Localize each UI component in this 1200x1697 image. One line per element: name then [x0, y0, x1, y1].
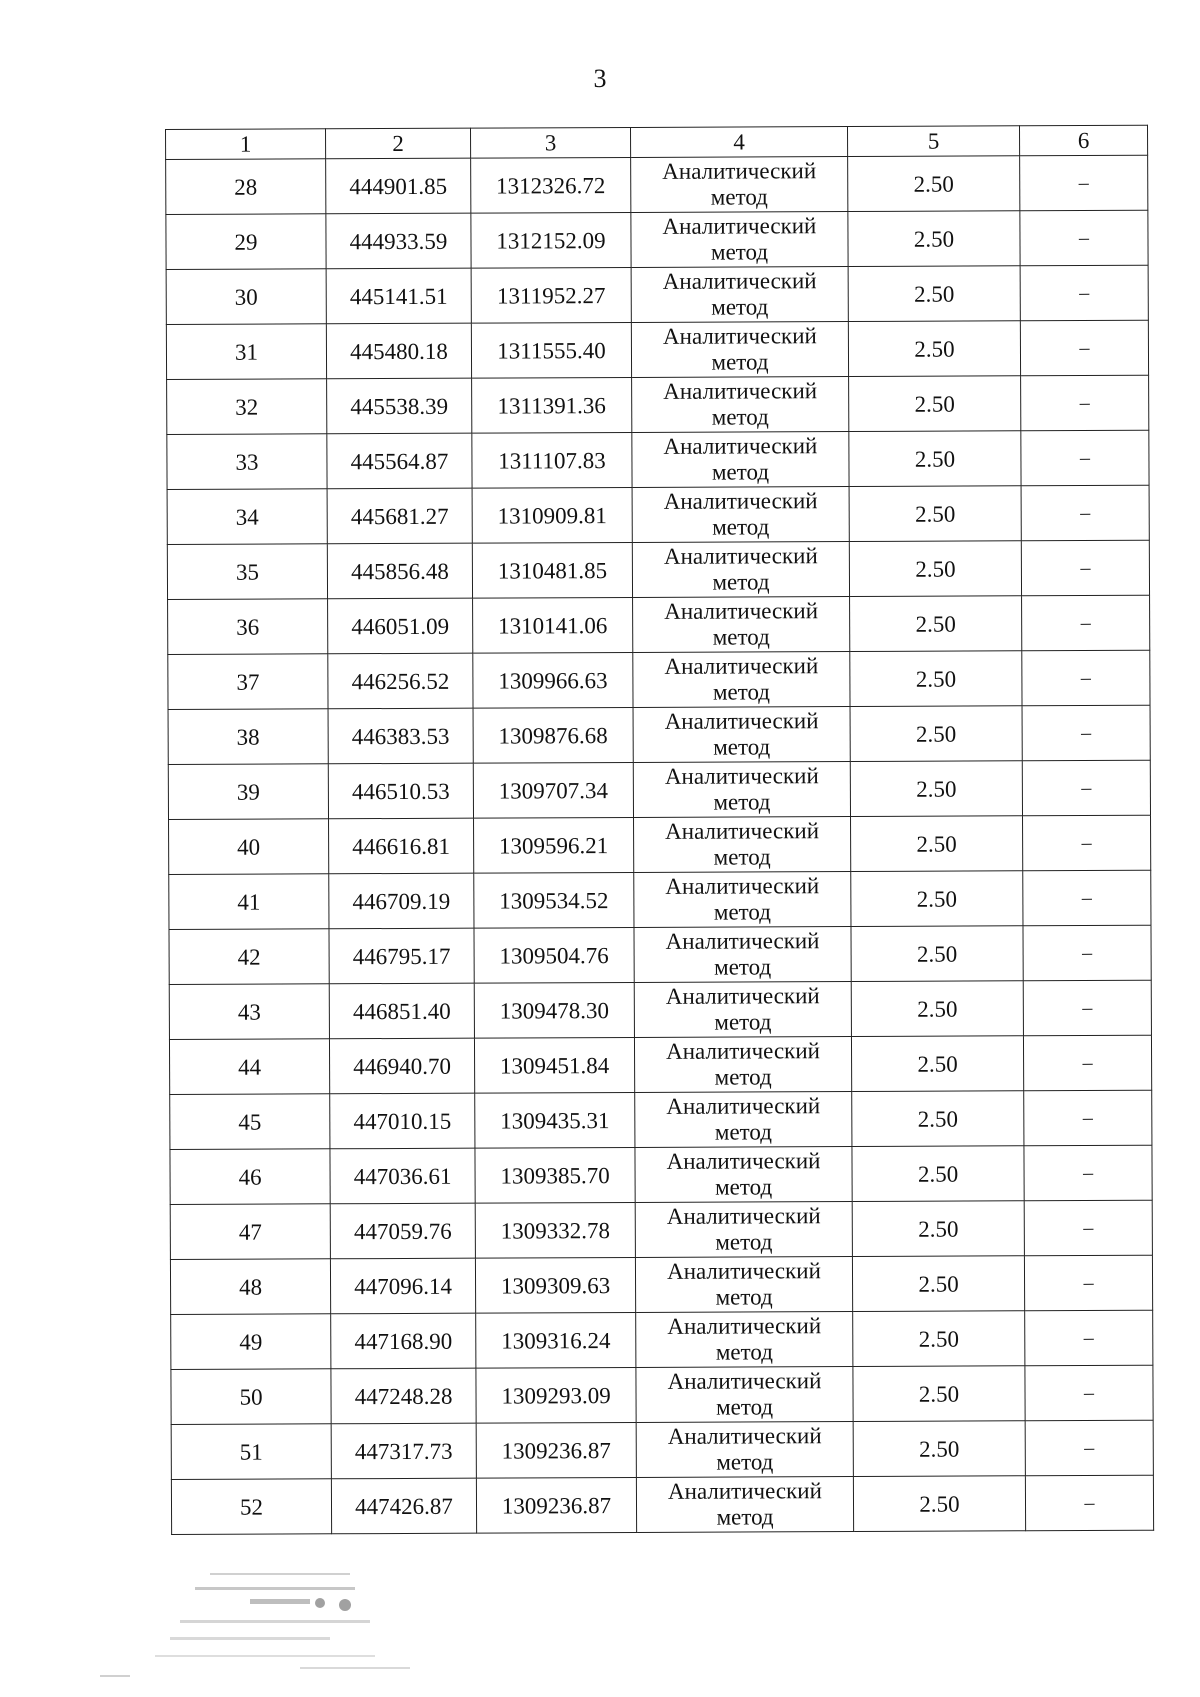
x-coordinate-cell: 447248.28 [331, 1368, 476, 1424]
note-cell: – [1020, 155, 1148, 211]
x-coordinate-cell: 447036.61 [330, 1148, 475, 1204]
x-coordinate-cell: 444901.85 [326, 158, 471, 214]
y-coordinate-cell: 1312152.09 [471, 212, 631, 268]
table-row [171, 1365, 1153, 1424]
row-number-cell: 40 [169, 819, 329, 875]
row-number-cell: 41 [169, 874, 329, 930]
note-cell: – [1022, 760, 1150, 816]
method-cell: Аналитический метод [634, 872, 851, 928]
y-coordinate-cell: 1309707.34 [473, 762, 633, 818]
x-coordinate-cell: 445856.48 [327, 543, 472, 599]
column-header: 1 [166, 129, 326, 160]
stamp-impression [100, 1565, 440, 1685]
note-cell: – [1020, 265, 1148, 321]
note-cell: – [1025, 1475, 1153, 1531]
note-cell: – [1021, 430, 1149, 486]
y-coordinate-cell: 1309293.09 [476, 1367, 636, 1423]
accuracy-cell: 2.50 [850, 761, 1022, 817]
table-row [167, 430, 1149, 489]
x-coordinate-cell: 446795.17 [329, 928, 474, 984]
column-header: 3 [470, 127, 630, 158]
row-number-cell: 51 [171, 1424, 331, 1480]
note-cell: – [1022, 595, 1150, 651]
accuracy-cell: 2.50 [853, 1476, 1025, 1532]
accuracy-cell: 2.50 [852, 1091, 1024, 1147]
y-coordinate-cell: 1311391.36 [472, 377, 632, 433]
x-coordinate-cell: 447168.90 [331, 1313, 476, 1369]
x-coordinate-cell: 445681.27 [327, 488, 472, 544]
x-coordinate-cell: 446510.53 [328, 763, 473, 819]
table-row [168, 650, 1150, 709]
x-coordinate-cell: 444933.59 [326, 213, 471, 269]
accuracy-cell: 2.50 [850, 596, 1022, 652]
y-coordinate-cell: 1309478.30 [474, 982, 634, 1038]
x-coordinate-cell: 445141.51 [326, 268, 471, 324]
y-coordinate-cell: 1309966.63 [473, 652, 633, 708]
accuracy-cell: 2.50 [848, 266, 1020, 322]
method-cell: Аналитический метод [636, 1477, 853, 1533]
column-header: 4 [630, 127, 847, 158]
method-cell: Аналитический метод [632, 542, 849, 598]
accuracy-cell: 2.50 [852, 1201, 1024, 1257]
accuracy-cell: 2.50 [848, 156, 1020, 212]
table-row [171, 1310, 1153, 1369]
method-cell: Аналитический метод [635, 1147, 852, 1203]
note-cell: – [1024, 1255, 1152, 1311]
method-cell: Аналитический метод [632, 432, 849, 488]
accuracy-cell: 2.50 [848, 211, 1020, 267]
x-coordinate-cell: 447010.15 [330, 1093, 475, 1149]
accuracy-cell: 2.50 [849, 541, 1021, 597]
table-row [169, 815, 1151, 874]
row-number-cell: 45 [170, 1094, 330, 1150]
table-row [170, 1200, 1152, 1259]
y-coordinate-cell: 1309332.78 [475, 1202, 635, 1258]
method-cell: Аналитический метод [631, 212, 848, 268]
column-header: 2 [326, 128, 471, 159]
x-coordinate-cell: 446616.81 [329, 818, 474, 874]
note-cell: – [1021, 485, 1149, 541]
note-cell: – [1025, 1420, 1153, 1476]
row-number-cell: 34 [167, 489, 327, 545]
x-coordinate-cell: 446851.40 [329, 983, 474, 1039]
page-number: 3 [593, 64, 607, 93]
y-coordinate-cell: 1309534.52 [474, 872, 634, 928]
accuracy-cell: 2.50 [851, 1036, 1023, 1092]
method-cell: Аналитический метод [633, 597, 850, 653]
accuracy-cell: 2.50 [853, 1311, 1025, 1367]
x-coordinate-cell: 446256.52 [328, 653, 473, 709]
y-coordinate-cell: 1311107.83 [472, 432, 632, 488]
row-number-cell: 38 [168, 709, 328, 765]
x-coordinate-cell: 445538.39 [327, 378, 472, 434]
column-header: 5 [847, 126, 1019, 157]
column-header: 6 [1019, 125, 1147, 156]
accuracy-cell: 2.50 [849, 376, 1021, 432]
note-cell: – [1023, 925, 1151, 981]
x-coordinate-cell: 446383.53 [328, 708, 473, 764]
x-coordinate-cell: 447317.73 [331, 1423, 476, 1479]
table-row [167, 485, 1149, 544]
accuracy-cell: 2.50 [851, 981, 1023, 1037]
row-number-cell: 43 [169, 984, 329, 1040]
row-number-cell: 37 [168, 654, 328, 710]
note-cell: – [1024, 1200, 1152, 1256]
method-cell: Аналитический метод [634, 982, 851, 1038]
note-cell: – [1022, 650, 1150, 706]
y-coordinate-cell: 1311952.27 [471, 267, 631, 323]
accuracy-cell: 2.50 [850, 651, 1022, 707]
row-number-cell: 31 [166, 324, 326, 380]
method-cell: Аналитический метод [633, 762, 850, 818]
table-row [169, 925, 1151, 984]
table-row [170, 1090, 1152, 1149]
note-cell: – [1023, 870, 1151, 926]
y-coordinate-cell: 1310141.06 [473, 597, 633, 653]
accuracy-cell: 2.50 [853, 1366, 1025, 1422]
accuracy-cell: 2.50 [852, 1256, 1024, 1312]
y-coordinate-cell: 1309504.76 [474, 927, 634, 983]
row-number-cell: 48 [170, 1259, 330, 1315]
note-cell: – [1024, 1090, 1152, 1146]
row-number-cell: 39 [168, 764, 328, 820]
coordinates-table [165, 125, 1154, 1535]
note-cell: – [1020, 320, 1148, 376]
x-coordinate-cell: 446709.19 [329, 873, 474, 929]
table-row [167, 540, 1149, 599]
accuracy-cell: 2.50 [851, 926, 1023, 982]
method-cell: Аналитический метод [636, 1367, 853, 1423]
note-cell: – [1020, 210, 1148, 266]
row-number-cell: 36 [168, 599, 328, 655]
method-cell: Аналитический метод [631, 157, 848, 213]
note-cell: – [1023, 815, 1151, 871]
x-coordinate-cell: 446051.09 [328, 598, 473, 654]
table-body [166, 155, 1154, 1534]
y-coordinate-cell: 1309385.70 [475, 1147, 635, 1203]
table-row [171, 1420, 1153, 1479]
table-row [169, 980, 1151, 1039]
row-number-cell: 49 [171, 1314, 331, 1370]
row-number-cell: 35 [167, 544, 327, 600]
table-row [168, 595, 1150, 654]
table-row [167, 375, 1149, 434]
row-number-cell: 44 [169, 1039, 329, 1095]
note-cell: – [1023, 980, 1151, 1036]
note-cell: – [1025, 1310, 1153, 1366]
x-coordinate-cell: 447059.76 [330, 1203, 475, 1259]
accuracy-cell: 2.50 [851, 871, 1023, 927]
table-row [170, 1145, 1152, 1204]
table-row [166, 320, 1148, 379]
accuracy-cell: 2.50 [851, 816, 1023, 872]
method-cell: Аналитический метод [632, 487, 849, 543]
method-cell: Аналитический метод [635, 1202, 852, 1258]
note-cell: – [1025, 1365, 1153, 1421]
method-cell: Аналитический метод [635, 1092, 852, 1148]
accuracy-cell: 2.50 [852, 1146, 1024, 1202]
table-row [171, 1475, 1153, 1534]
y-coordinate-cell: 1312326.72 [471, 157, 631, 213]
x-coordinate-cell: 446940.70 [329, 1038, 474, 1094]
row-number-cell: 28 [166, 159, 326, 215]
row-number-cell: 42 [169, 929, 329, 985]
table-header-row [166, 125, 1148, 159]
x-coordinate-cell: 447096.14 [330, 1258, 475, 1314]
table-row [168, 705, 1150, 764]
y-coordinate-cell: 1311555.40 [471, 322, 631, 378]
method-cell: Аналитический метод [634, 927, 851, 983]
method-cell: Аналитический метод [636, 1422, 853, 1478]
method-cell: Аналитический метод [634, 817, 851, 873]
y-coordinate-cell: 1309236.87 [476, 1477, 636, 1533]
coordinates-table-container [165, 125, 1153, 1535]
table-row [168, 760, 1150, 819]
row-number-cell: 33 [167, 434, 327, 490]
row-number-cell: 52 [171, 1479, 331, 1535]
y-coordinate-cell: 1309596.21 [474, 817, 634, 873]
x-coordinate-cell: 447426.87 [331, 1478, 476, 1534]
row-number-cell: 47 [170, 1204, 330, 1260]
table-row [166, 155, 1148, 214]
row-number-cell: 50 [171, 1369, 331, 1425]
note-cell: – [1024, 1145, 1152, 1201]
x-coordinate-cell: 445480.18 [326, 323, 471, 379]
y-coordinate-cell: 1309451.84 [474, 1037, 634, 1093]
row-number-cell: 46 [170, 1149, 330, 1205]
table-row [166, 265, 1148, 324]
note-cell: – [1021, 540, 1149, 596]
table-row [170, 1255, 1152, 1314]
method-cell: Аналитический метод [636, 1312, 853, 1368]
accuracy-cell: 2.50 [850, 706, 1022, 762]
table-row [166, 210, 1148, 269]
x-coordinate-cell: 445564.87 [327, 433, 472, 489]
y-coordinate-cell: 1309435.31 [475, 1092, 635, 1148]
method-cell: Аналитический метод [631, 322, 848, 378]
method-cell: Аналитический метод [634, 1037, 851, 1093]
y-coordinate-cell: 1309309.63 [475, 1257, 635, 1313]
method-cell: Аналитический метод [632, 377, 849, 433]
row-number-cell: 32 [167, 379, 327, 435]
method-cell: Аналитический метод [633, 652, 850, 708]
accuracy-cell: 2.50 [853, 1421, 1025, 1477]
y-coordinate-cell: 1309876.68 [473, 707, 633, 763]
row-number-cell: 30 [166, 269, 326, 325]
method-cell: Аналитический метод [635, 1257, 852, 1313]
table-row [169, 1035, 1151, 1094]
y-coordinate-cell: 1310481.85 [472, 542, 632, 598]
table-row [169, 870, 1151, 929]
row-number-cell: 29 [166, 214, 326, 270]
y-coordinate-cell: 1310909.81 [472, 487, 632, 543]
accuracy-cell: 2.50 [849, 431, 1021, 487]
note-cell: – [1023, 1035, 1151, 1091]
y-coordinate-cell: 1309316.24 [476, 1312, 636, 1368]
y-coordinate-cell: 1309236.87 [476, 1422, 636, 1478]
accuracy-cell: 2.50 [848, 321, 1020, 377]
note-cell: – [1021, 375, 1149, 431]
method-cell: Аналитический метод [631, 267, 848, 323]
note-cell: – [1022, 705, 1150, 761]
accuracy-cell: 2.50 [849, 486, 1021, 542]
method-cell: Аналитический метод [633, 707, 850, 763]
